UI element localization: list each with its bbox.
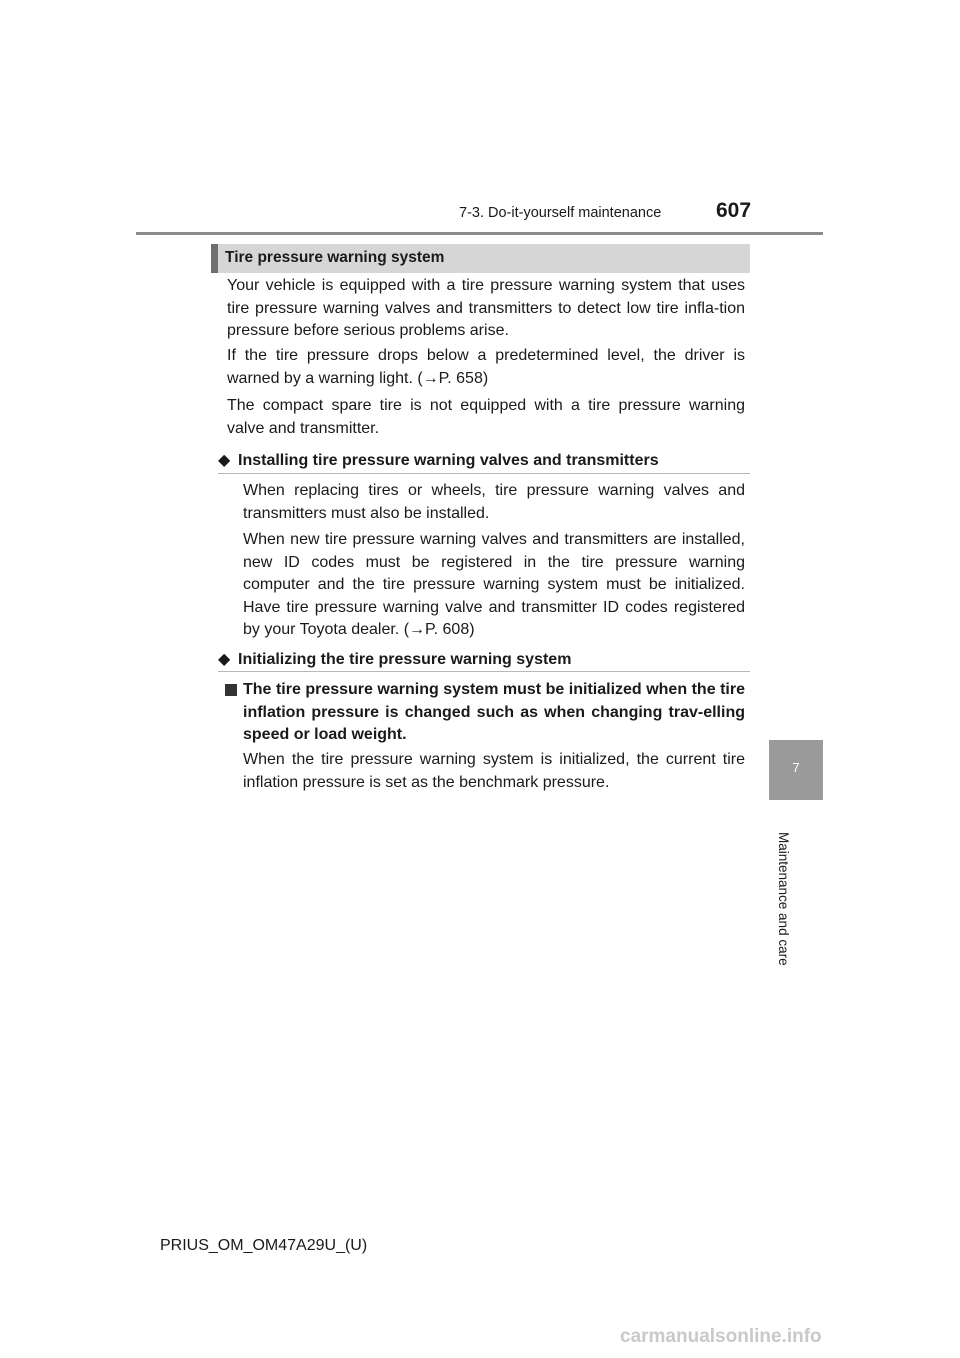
section-paragraph: If the tire pressure drops below a predetermined level, the driver is warned by a warning light. (→P. 658) — [227, 347, 745, 387]
subsection-title: Installing tire pressure warning valves and transmitters — [238, 452, 659, 469]
square-bullet-icon — [225, 684, 237, 696]
subsection-heading-installing — [218, 450, 659, 470]
watermark: carmanualsonline.info — [620, 1326, 822, 1347]
subsection-paragraph: When new tire pressure warning valves and transmitters are installed, new ID codes must be registered in the tire pressure warning computer and the tire pressure warning system must be initialized. Have tire pressure warning valve and transmitter ID codes registered by your Toyota dealer. (→P. 608) — [243, 531, 745, 638]
document-code: PRIUS_OM_OM47A29U_(U) — [160, 1237, 368, 1254]
item-body: When the tire pressure warning system is initialized, the current tire inflation pressure is set as the benchmark pressure. — [243, 751, 745, 791]
running-header-section: 7-3. Do-it-yourself maintenance — [459, 205, 662, 221]
subsection-rule — [218, 473, 750, 474]
subsection-rule — [218, 671, 750, 672]
subsection-title: Initializing the tire pressure warning system — [238, 651, 572, 668]
header-rule — [136, 232, 823, 235]
diamond-bullet-icon: ◆ — [218, 651, 231, 668]
section-heading-accent — [211, 244, 218, 273]
item-heading: The tire pressure warning system must be initialized when the tire inflation pressure is changed such as when changing trav-elling speed or load weight. — [243, 681, 745, 743]
chapter-tab-number: 7 — [792, 760, 800, 775]
diamond-bullet-icon: ◆ — [218, 452, 231, 469]
subsection-heading-initializing — [218, 649, 571, 669]
section-heading-bar — [211, 244, 750, 273]
chapter-tab-label: Maintenance and care — [776, 832, 791, 966]
section-paragraph: The compact spare tire is not equipped with a tire pressure warning valve and transmitter. — [227, 397, 745, 437]
section-heading-title: Tire pressure warning system — [225, 249, 445, 266]
chapter-tab — [769, 740, 823, 800]
subsection-paragraph: When replacing tires or wheels, tire pressure warning valves and transmitters must also be installed. — [243, 482, 745, 522]
section-paragraph: Your vehicle is equipped with a tire pressure warning system that uses tire pressure warning valves and transmitters to detect low tire infla-tion pressure before serious problems arise. — [227, 277, 745, 339]
page-number: 607 — [716, 199, 752, 222]
